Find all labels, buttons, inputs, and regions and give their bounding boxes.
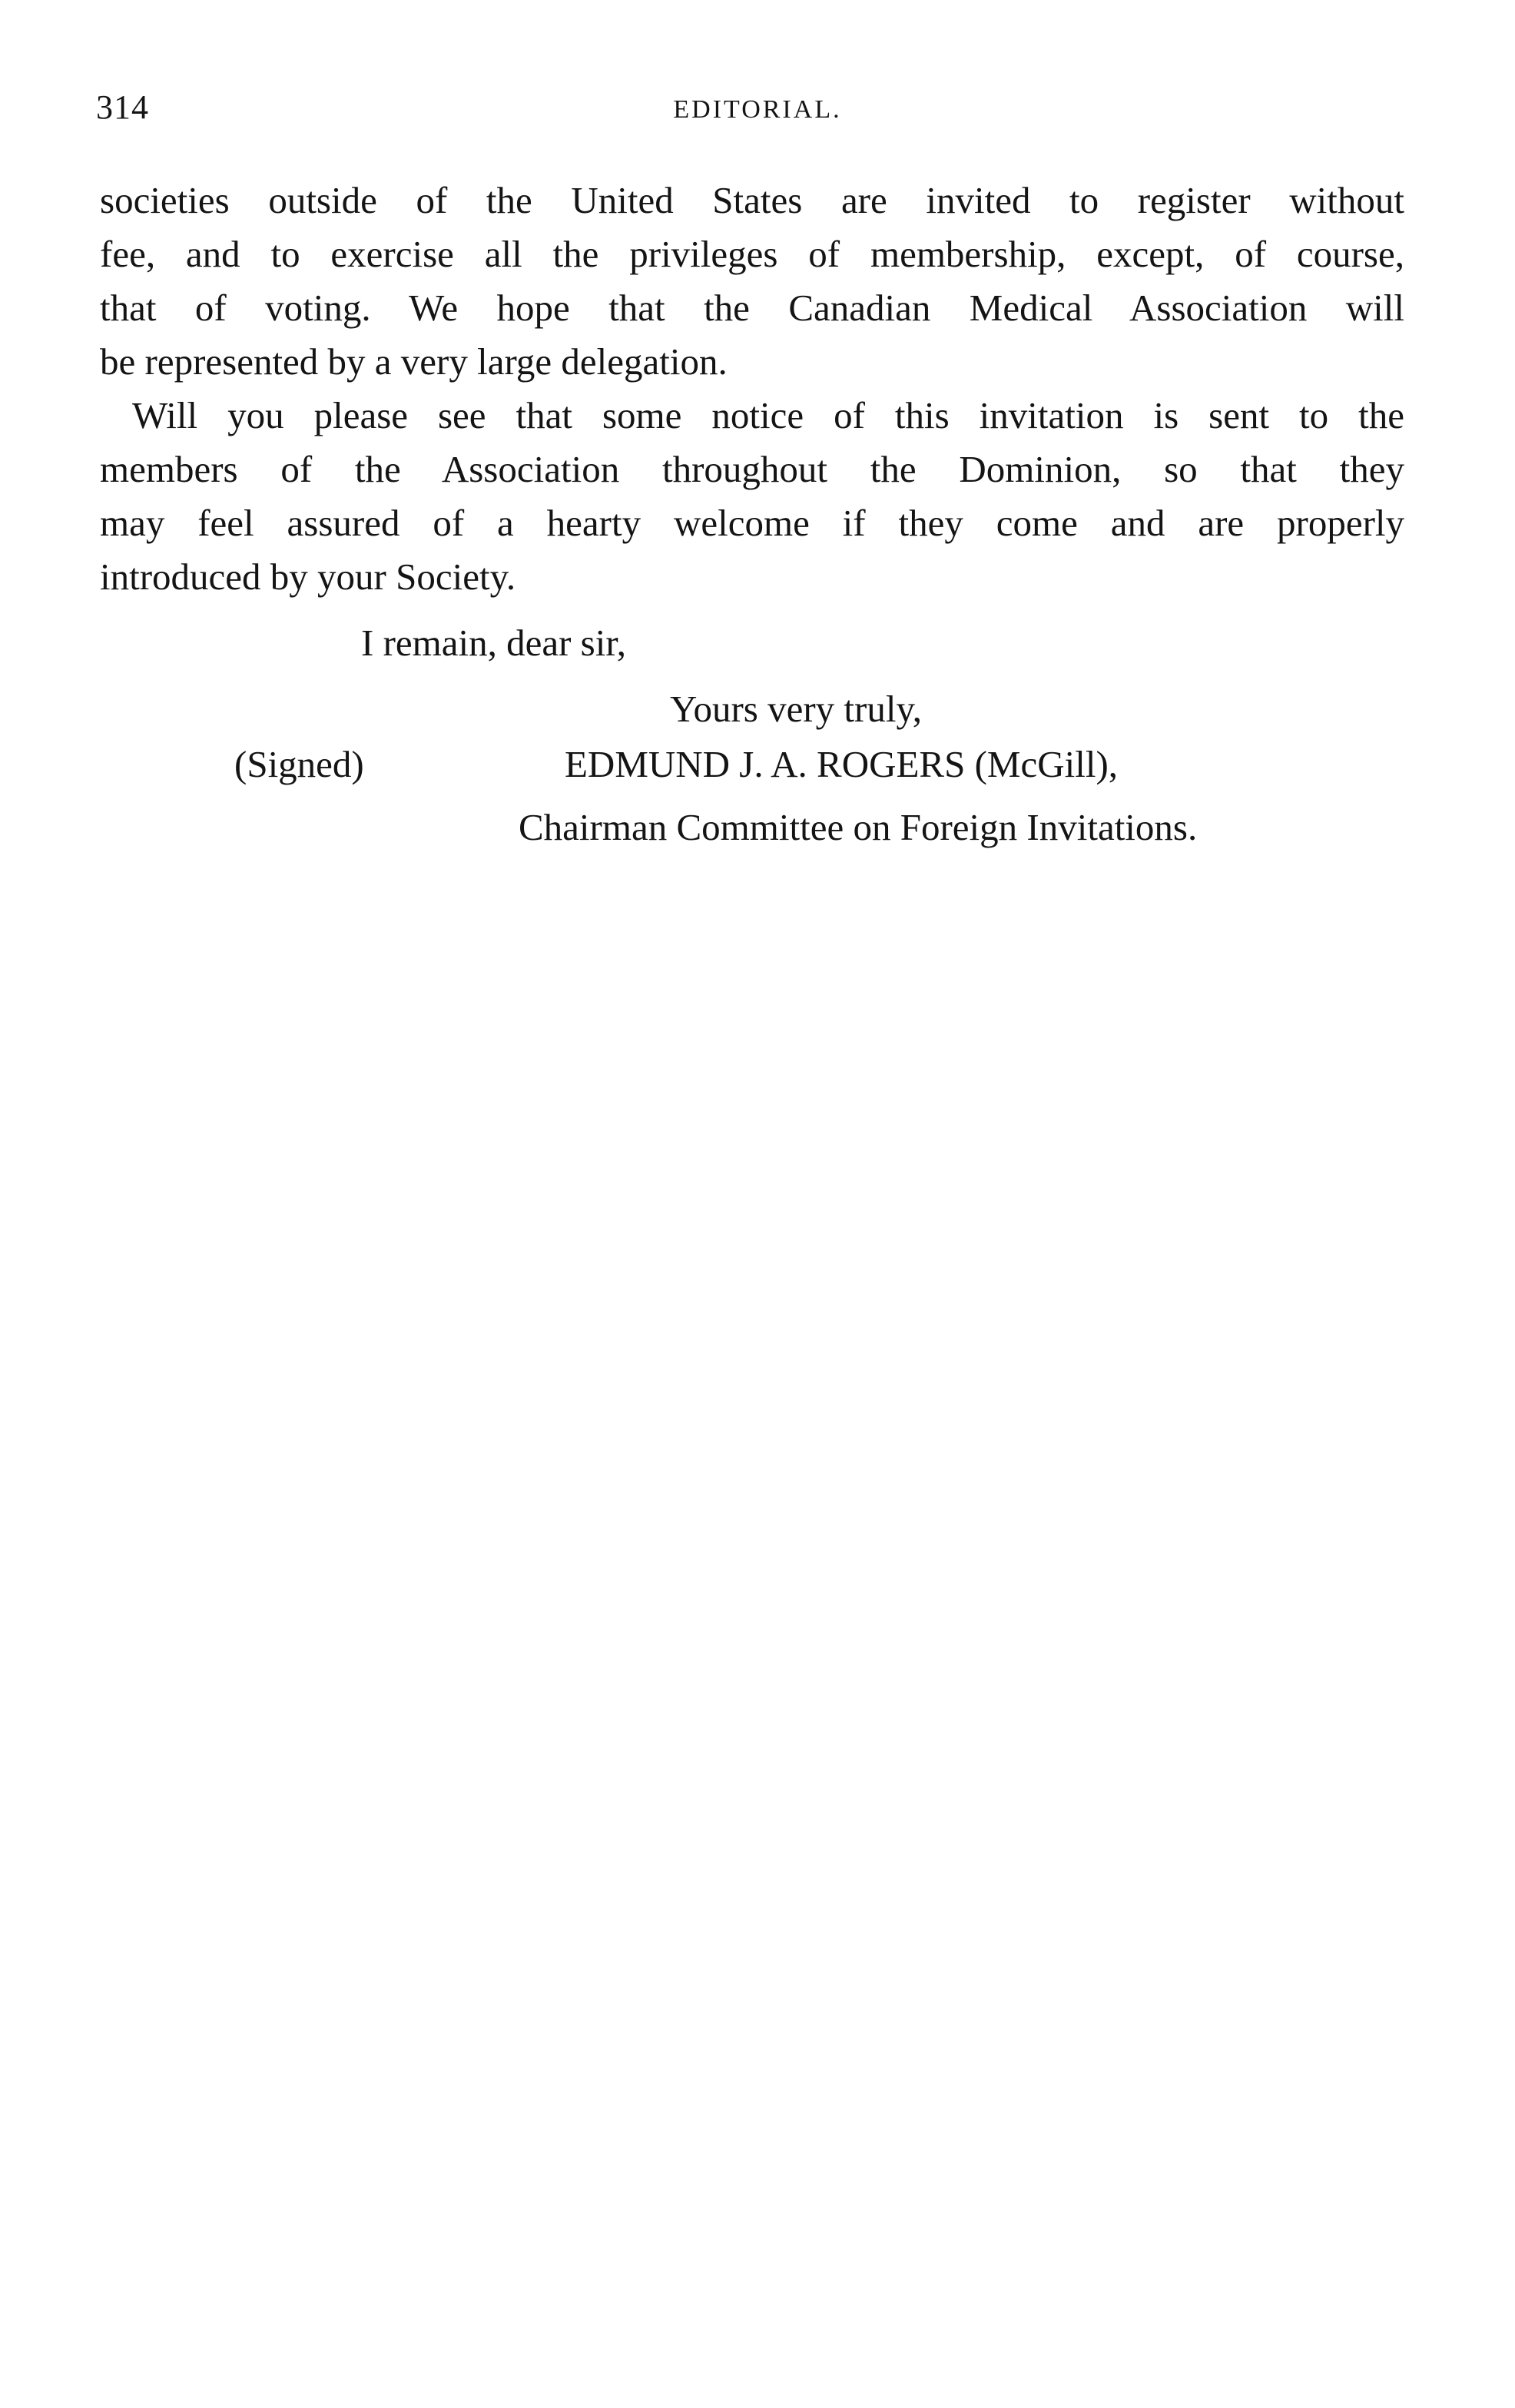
signatory-name: EDMUND J. A. ROGERS (McGill), bbox=[565, 743, 1119, 785]
body-line: introduced by your Society. bbox=[100, 556, 516, 598]
body-line: members of the Association throughout the Dominion, so that they bbox=[100, 448, 1404, 490]
signatory-title: Chairman Committee on Foreign Invitations. bbox=[519, 806, 1198, 848]
body-line: societies outside of the United States are invited to register without bbox=[100, 179, 1404, 221]
body-line: may feel assured of a hearty welcome if they come and are properly bbox=[100, 502, 1404, 544]
signed-label: (Signed) bbox=[234, 743, 364, 785]
running-head: EDITORIAL. bbox=[673, 95, 842, 124]
body-line: Will you please see that some notice of this invitation is sent to the bbox=[132, 394, 1404, 436]
salutation: I remain, dear sir, bbox=[361, 622, 626, 664]
page-number: 314 bbox=[96, 88, 149, 126]
body-line: that of voting. We hope that the Canadian Medical Association will bbox=[100, 287, 1404, 329]
body-line: be represented by a very large delegation. bbox=[100, 340, 728, 383]
body-line: fee, and to exercise all the privileges of membership, except, of course, bbox=[100, 233, 1404, 275]
valediction: Yours very truly, bbox=[670, 688, 923, 730]
